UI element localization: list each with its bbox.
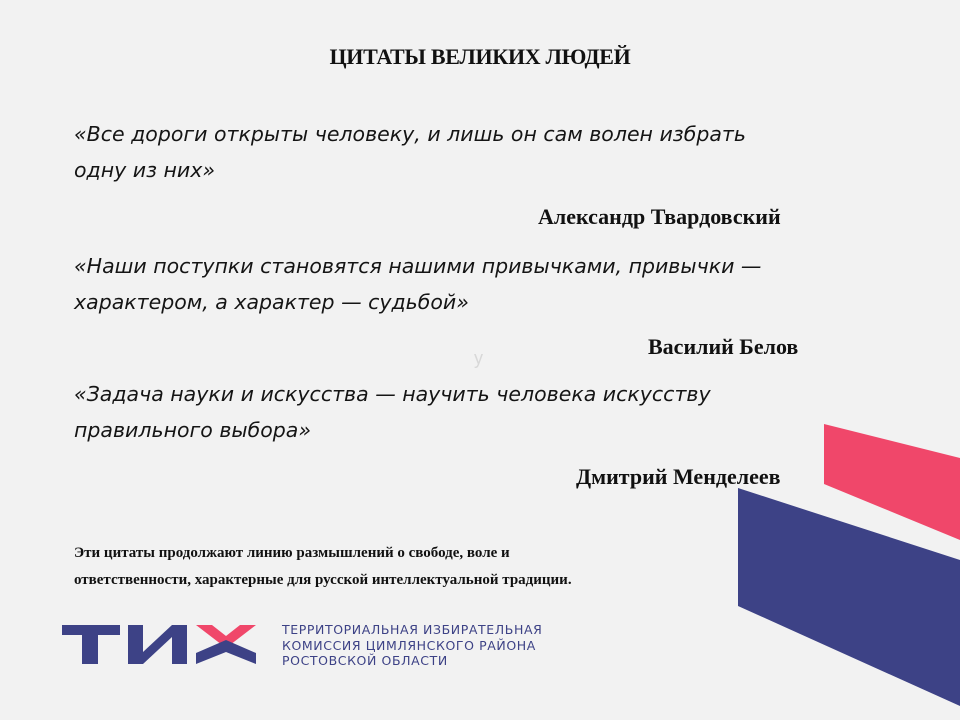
- quote-line: характером, а характер — судьбой»: [74, 290, 469, 314]
- tik-logo: [62, 620, 262, 668]
- note-line: ответственности, характерные для русской интеллектуальной традиции.: [74, 572, 572, 588]
- organization-name: [282, 622, 662, 669]
- quote-1: [74, 116, 874, 188]
- org-line: КОМИССИЯ ЦИМЛЯНСКОГО РАЙОНА: [282, 637, 536, 653]
- note-line: Эти цитаты продолжают линию размышлений о свободе, воле и: [74, 545, 510, 561]
- org-line: ТЕРРИТОРИАЛЬНАЯ ИЗБИРАТЕЛЬНАЯ: [282, 622, 543, 637]
- quote-author-2: Василий Белов: [648, 334, 799, 359]
- quote-author-1: Александр Твардовский: [538, 204, 781, 229]
- page-title: ЦИТАТЫ ВЕЛИКИХ ЛЮДЕЙ: [329, 44, 631, 69]
- quote-line: «Наши поступки становятся нашими привычками, привычки —: [74, 254, 762, 278]
- quote-2: [74, 248, 874, 320]
- quote-line: правильного выбора»: [74, 418, 312, 442]
- quote-line: «Задача науки и искусства — научить человека искусству: [74, 382, 711, 406]
- closing-note: [74, 540, 714, 594]
- stray-character: у: [474, 348, 483, 368]
- quote-line: одну из них»: [74, 158, 216, 182]
- org-line: РОСТОВСКОЙ ОБЛАСТИ: [282, 653, 448, 668]
- quote-line: «Все дороги открыты человеку, и лишь он сам волен избрать: [74, 122, 746, 146]
- quote-3: [74, 376, 874, 448]
- quote-author-3: Дмитрий Менделеев: [576, 464, 781, 489]
